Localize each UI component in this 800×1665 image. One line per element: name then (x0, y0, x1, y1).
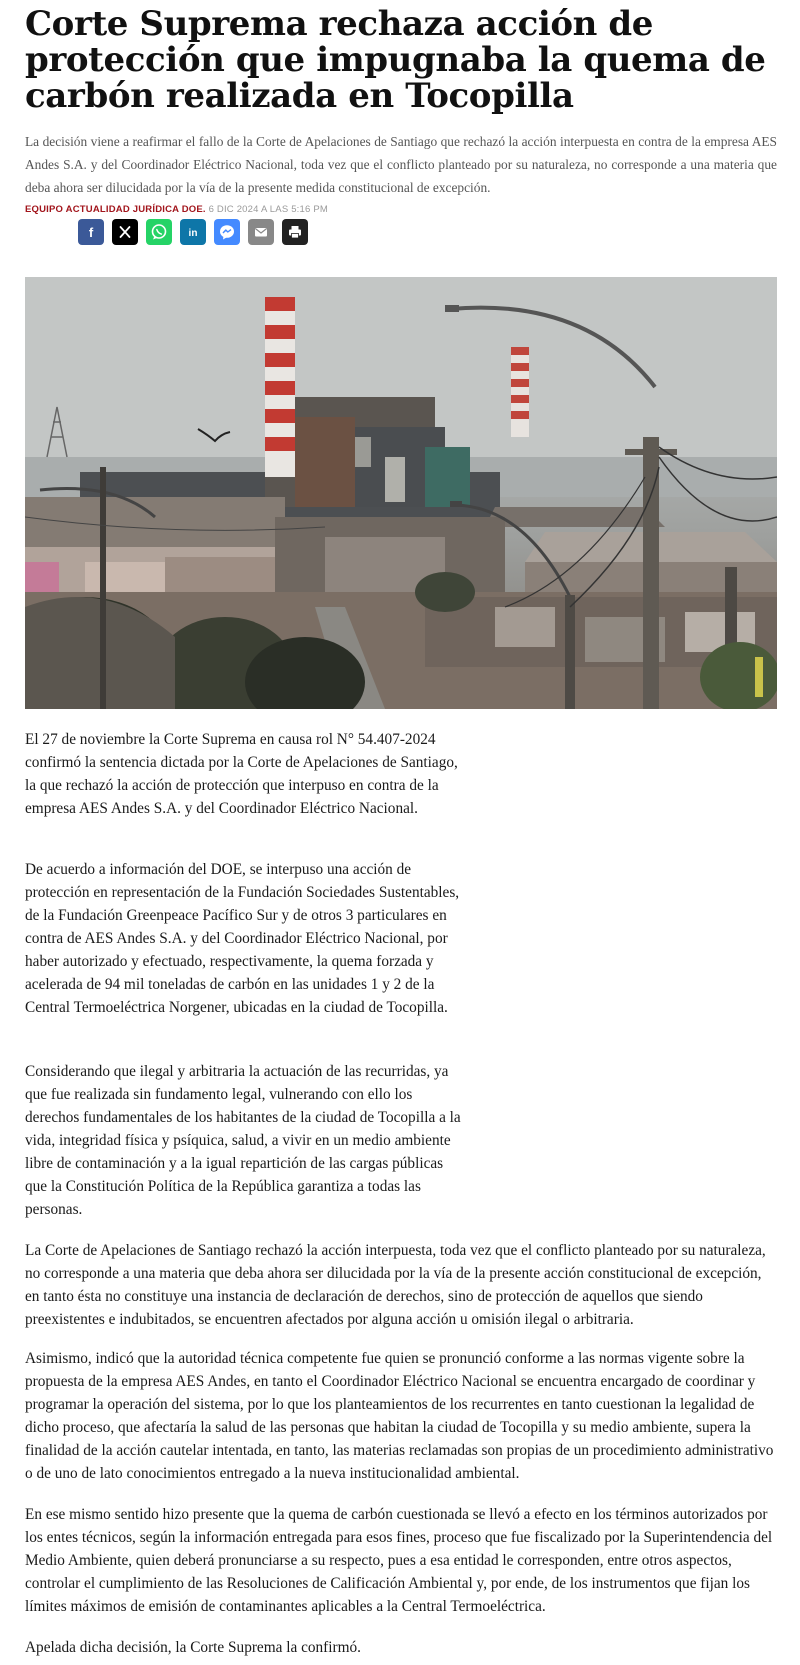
publish-date: 6 DIC 2024 A LAS 5:16 PM (208, 204, 328, 215)
linkedin-share-button[interactable] (180, 219, 206, 245)
print-button[interactable] (282, 219, 308, 245)
body-paragraph-2: De acuerdo a información del DOE, se interpuso una acción de protección en representación de la Fundación Sociedades Sustentables, de la Fundación Greenpeace Pacífico Sur y de otros 3 particulares en contra de AES Andes S.A. y del Coordinador Eléctrico Nacional, por haber autorizado y efectuado, respectivamente, la quema forzada y acelerada de 94 mil toneladas de carbón en las unidades 1 y 2 de la Central Termoeléctrica Norgener, ubicadas en la ciudad de Tocopilla. (25, 861, 460, 1016)
body-paragraph-4: La Corte de Apelaciones de Santiago rechazó la acción interpuesta, toda vez que el conflicto planteado por su naturaleza, no corresponde a una materia que deba ahora ser dilucidada por la vía de la presente acción constitucional de excepción, en tanto ésta no constituye una instancia de declaración de derechos, sino de protección de aquellos que siendo preexistentes e indubitados, se encuentren afectados por alguna acción u omisión ilegal o arbitraria. (25, 1242, 766, 1328)
article-summary: La decisión viene a reafirmar el fallo de la Corte de Apelaciones de Santiago que rechazó la acción interpuesta en contra de la empresa AES Andes S.A. y del Coordinador Eléctrico Nacional, toda vez que el conflicto planteado por su naturaleza, no corresponde a una materia que deba ahora ser dilucidada por la vía de la presente medida constitucional de excepción. (25, 134, 777, 195)
byline (25, 204, 328, 215)
linkedin-icon (180, 219, 206, 245)
coal-power-plant-photo (25, 277, 777, 709)
article-hero-image (25, 277, 777, 709)
whatsapp-icon (146, 219, 172, 245)
messenger-icon (214, 219, 240, 245)
body-paragraph-1: El 27 de noviembre la Corte Suprema en causa rol N° 54.407-2024 confirmó la sentencia dictada por la Corte de Apelaciones de Santiago, la que rechazó la acción de protección que interpuso en contra de la empresa AES Andes S.A. y del Coordinador Eléctrico Nacional. (25, 731, 458, 817)
body-paragraph-5: Asimismo, indicó que la autoridad técnica competente fue quien se pronunció conforme a las normas vigente sobre la propuesta de la empresa AES Andes, en tanto el Coordinador Eléctrico Nacional se encuentra encargado de coordinar y programar la operación del sistema, por lo que los planteamientos de los recurrentes en tanto cuestionan la legalidad de dicho proceso, que afectaría la salud de las personas que habitan la ciudad de Tocopilla y su medio ambiente, supera la finalidad de la acción cautelar intentada, en tanto, las materias reclamadas son propias de un procedimiento administrativo o de uno de lato conocimientos entregado a la nueva institucionalidad ambiental. (25, 1350, 774, 1482)
svg-text:in: in (188, 228, 198, 239)
whatsapp-share-button[interactable] (146, 219, 172, 245)
striped-chimney-left (265, 297, 295, 477)
body-paragraph-3: Considerando que ilegal y arbitraria la actuación de las recurridas, ya que fue realizada sin fundamento legal, vulnerando con ello los derechos fundamentales de los habitantes de la ciudad de Tocopilla a la vida, integridad física y psíquica, salud, a vivir en un medio ambiente libre de contaminación y a la igual repartición de las cargas públicas que la Constitución Política de la República garantiza a todas las personas. (25, 1063, 461, 1218)
article-headline: Corte Suprema rechaza acción de protección que impugnaba la quema de carbón realizada en Tocopilla (25, 4, 766, 116)
email-share-button[interactable] (248, 219, 274, 245)
facebook-share-button[interactable] (78, 219, 104, 245)
striped-chimney-right (511, 347, 529, 437)
author-link[interactable]: EQUIPO ACTUALIDAD JURÍDICA DOE. (25, 204, 206, 215)
svg-text:f: f (88, 225, 94, 240)
x-share-button[interactable] (112, 219, 138, 245)
body-paragraph-6: En ese mismo sentido hizo presente que la quema de carbón cuestionada se llevó a efecto en los términos autorizados por los entes técnicos, según la información entregada para esos fines, proceso que fue fiscalizado por la Superintendencia del Medio Ambiente, quien deberá pronunciarse a su respecto, pues a esa entidad le corresponden, entre otros aspectos, controlar el cumplimiento de las Resoluciones de Calificación Ambiental y, por ende, de los instrumentos que fijan los límites máximos de emisión de contaminantes aplicables a la Central Termoeléctrica. (25, 1506, 773, 1615)
body-paragraph-7: Apelada dicha decisión, la Corte Suprema la confirmó. (25, 1639, 361, 1656)
email-icon (248, 219, 274, 245)
messenger-share-button[interactable] (214, 219, 240, 245)
facebook-icon (78, 219, 104, 245)
print-icon (282, 219, 308, 245)
x-icon (112, 219, 138, 245)
